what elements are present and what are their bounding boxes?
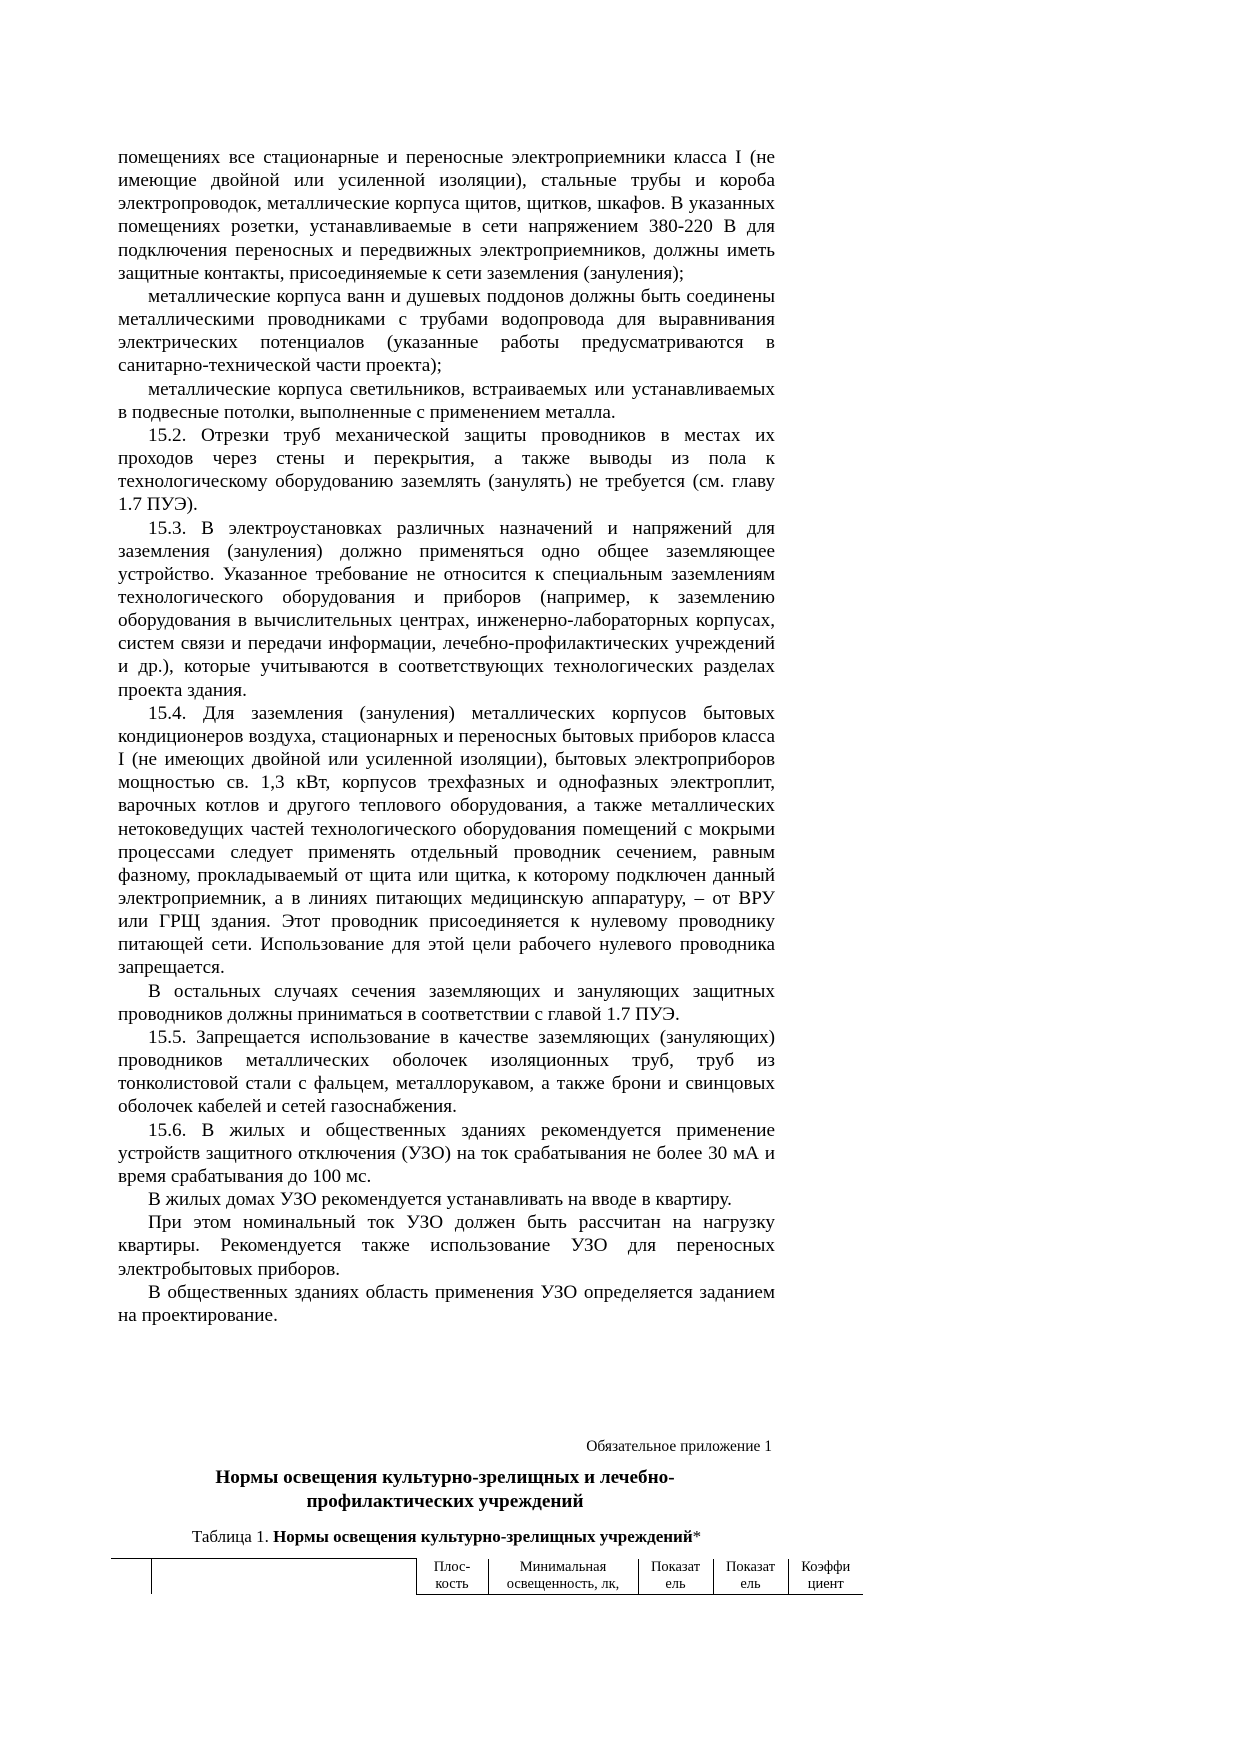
table-header-cell (111, 1559, 151, 1595)
lighting-norms-table (111, 1558, 863, 1595)
table-header-cell: Показат ель (713, 1559, 788, 1595)
table-header-cell: Минимальная освещенность, лк, (488, 1559, 638, 1595)
paragraph: 15.5. Запрещается использование в качестве заземляющих (зануляющих) проводников металлических оболочек изоляционных труб, труб из тонколистовой стали с фальцем, металлорукавом, а также брони и свинцовых оболочек кабелей и сетей газоснабжения. (118, 1026, 775, 1118)
table-header-cell: Плос-кость (416, 1559, 488, 1595)
table-caption-title: Нормы освещения культурно-зрелищных учреждений (273, 1527, 693, 1546)
appendix-label: Обязательное приложение 1 (586, 1438, 772, 1455)
section-title: Нормы освещения культурно-зрелищных и лечебно-профилактических учреждений (215, 1467, 675, 1512)
table-caption (118, 1526, 775, 1548)
paragraph: При этом номинальный ток УЗО должен быть рассчитан на нагрузку квартиры. Рекомендуется также использование УЗО для переносных электробытовых приборов. (118, 1212, 775, 1280)
table-caption-suffix: * (692, 1527, 702, 1546)
paragraph: 15.4. Для заземления (зануления) металлических корпусов бытовых кондиционеров воздуха, стационарных и переносных бытовых приборов класса I (не имеющих двойной или усиленной изоляции), бытовых электроприборов мощностью св. 1,3 кВт, корпусов трехфазных и однофазных электроплит, варочных котлов и другого теплового оборудования, а также металлических нетоковедущих частей технологического оборудования помещений с мокрыми процессами следует применять отдельный проводник сечением, равным фазному, прокладываемый от щита или щитка, к которому подключен данный электроприемник, а в линиях питающих медицинскую аппаратуру, – от ВРУ или ГРЩ здания. Этот проводник присоединяется к нулевому проводнику питающей сети. Использование для этой цели рабочего нулевого проводника запрещается. (118, 702, 775, 979)
table-header-row (111, 1559, 863, 1595)
paragraph: металлические корпуса ванн и душевых поддонов должны быть соединены металлическими проводниками с трубами водопровода для выравнивания электрических потенциалов (указанные работы предусматриваются в санитарно-технической части проекта); (118, 285, 775, 377)
paragraph: 15.2. Отрезки труб механической защиты проводников в местах их проходов через стены и перекрытия, а также выводы из пола к технологическому оборудованию заземлять (занулять) не требуется (см. главу 1.7 ПУЭ). (118, 424, 775, 516)
table-header-cell: Коэффи циент (788, 1559, 863, 1595)
table-caption-prefix: Таблица 1. (191, 1527, 274, 1546)
paragraph: помещениях все стационарные и переносные электроприемники класса I (не имеющие двойной или усиленной изоляции), стальные трубы и короба электропроводок, металлические корпуса щитов, щитков, шкафов. В указанных помещениях розетки, устанавливаемые в сети напряжением 380-220 В для подключения переносных и передвижных электроприемников, должны иметь защитные контакты, присоединяемые к сети заземления (зануления); (118, 147, 775, 284)
paragraph: 15.6. В жилых и общественных зданиях рекомендуется применение устройств защитного отключения (УЗО) на ток срабатывания не более 30 мА и время срабатывания до 100 мс. (118, 1119, 775, 1187)
paragraph: металлические корпуса светильников, встраиваемых или устанавливаемых в подвесные потолки, выполненные с применением металла. (118, 378, 775, 423)
table-header-cell: Показат ель (638, 1559, 713, 1595)
body-text (118, 146, 775, 1327)
paragraph: В общественных зданиях область применения УЗО определяется заданием на проектирование. (118, 1281, 775, 1326)
paragraph: 15.3. В электроустановках различных назначений и напряжений для заземления (зануления) должно применяться одно общее заземляющее устройство. Указанное требование не относится к специальным заземлениям технологического оборудования и приборов (например, к заземлению оборудования в вычислительных центрах, инженерно-лабораторных корпусах, систем связи и передачи информации, лечебно-профилактических учреждений и др.), которые учитываются в соответствующих технологических разделах проекта здания. (118, 517, 775, 701)
table-header-cell (151, 1559, 416, 1595)
paragraph: В остальных случаях сечения заземляющих и зануляющих защитных проводников должны приниматься в соответствии с главой 1.7 ПУЭ. (118, 980, 775, 1025)
paragraph: В жилых домах УЗО рекомендуется устанавливать на вводе в квартиру. (148, 1189, 732, 1211)
